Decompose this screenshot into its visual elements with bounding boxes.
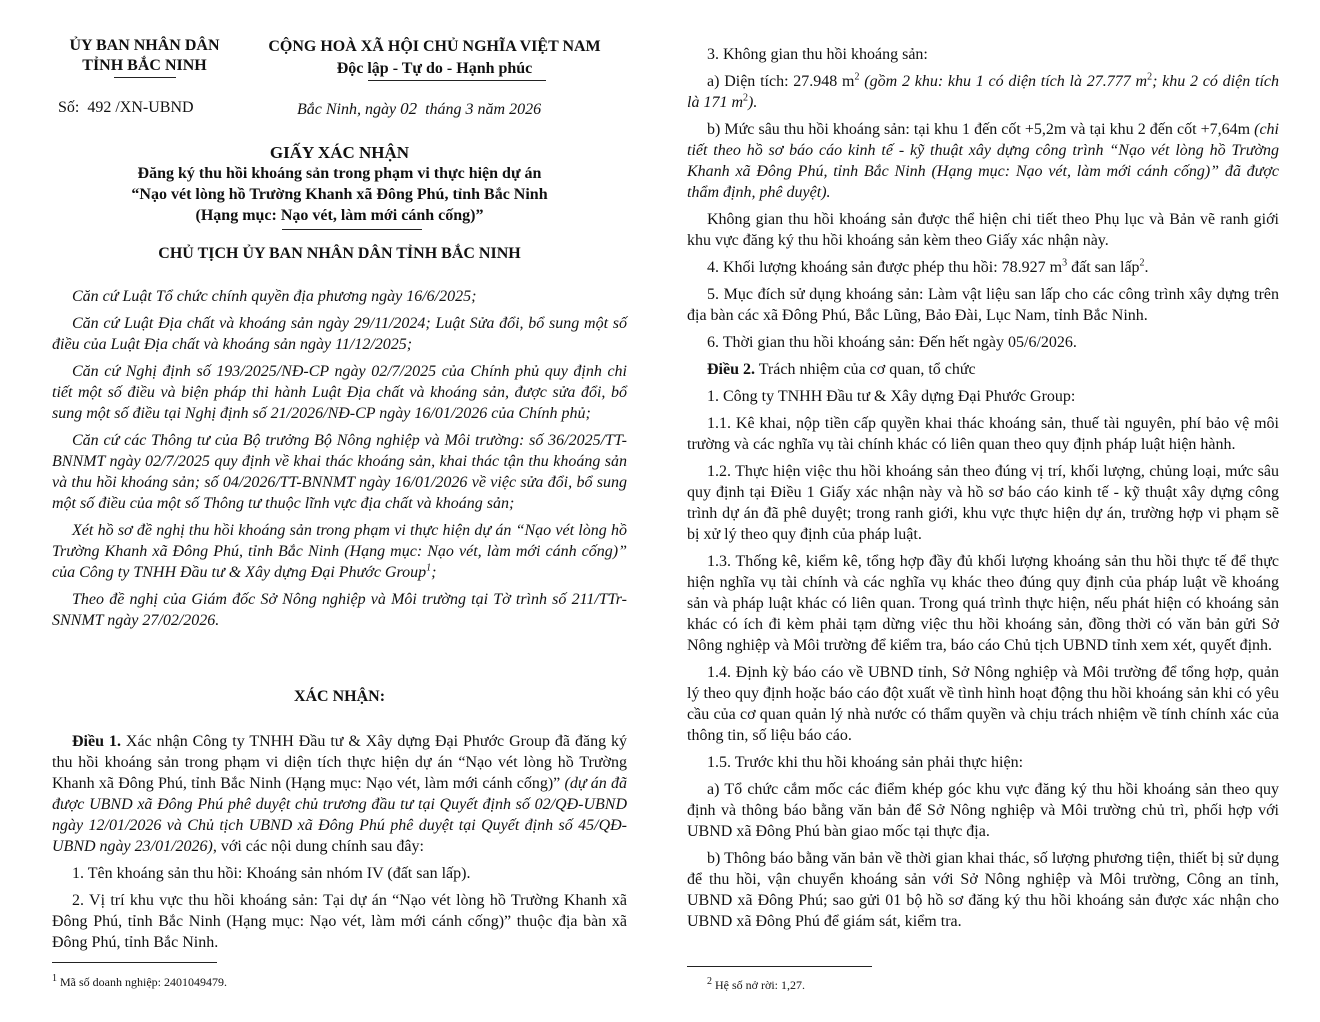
article-2-title: Trách nhiệm của cơ quan, tổ chức bbox=[755, 361, 976, 378]
preamble-p5-end: ; bbox=[431, 564, 437, 581]
date-prefix: Bắc Ninh, ngày bbox=[297, 101, 401, 118]
footnote-2 bbox=[707, 978, 805, 993]
item-3a-text-b: (gồm 2 khu: khu 1 có diện tích là 27.777 m bbox=[859, 73, 1148, 90]
footnote-2-text: Hệ số nở rời: 1,27. bbox=[712, 978, 806, 992]
title-line-2: Đăng ký thu hồi khoáng sản trong phạm vi thực hiện dự án bbox=[137, 165, 542, 182]
article-2-item-1-5-a: a) Tổ chức cắm mốc các điểm khép góc khu vực đăng ký thu hồi khoáng sản theo quy định và thông báo bằng văn bản để Sở Nông nghiệp và Môi trường chủ trì, phối hợp với UBND xã Đông Phú bàn giao mốc tại thực địa. bbox=[687, 781, 1279, 840]
item-3a-text-c: ; khu 2 có diện tích là 171 m bbox=[687, 73, 1279, 111]
article-2-item-1-5: 1.5. Trước khi thu hồi khoáng sản phải thực hiện: bbox=[707, 754, 1024, 771]
article-1-label: Điều 1. bbox=[72, 733, 121, 750]
issuing-agency bbox=[52, 36, 237, 76]
article-2-item-1-5-b: b) Thông báo bằng văn bản về thời gian khai thác, số lượng phương tiện, thiết bị sử dụng để thu hồi, vận chuyển khoáng sản với Sở Nông nghiệp và Môi trường, Công an tỉnh, UBND xã Đông Phú; sao gửi 01 bộ hồ sơ đăng ký thu hồi khoáng sản được xác nhận cho UBND xã Đông Phú để giám sát, kiểm tra. bbox=[687, 850, 1279, 930]
agency-underline bbox=[114, 77, 176, 78]
item-3b-text-b: (chi tiết theo hồ sơ báo cáo kinh tế - kỹ thuật xây dựng công trình “Nạo vét lòng hồ Trường Khanh xã Đông Phú, tỉnh Bắc Ninh (Hạng mục: Nạo vét, làm mới cánh cống)” đã được thẩm định, phê duyệt). bbox=[687, 121, 1279, 201]
article-2-heading bbox=[687, 359, 1279, 380]
sup-m2-1: 2 bbox=[854, 71, 860, 83]
article-1-item-3: 3. Không gian thu hồi khoáng sản: bbox=[707, 46, 928, 63]
item-4-text-c: . bbox=[1144, 259, 1149, 276]
sup-m2-3: 2 bbox=[743, 92, 748, 104]
title-line-4: (Hạng mục: Nạo vét, làm mới cánh cống)” bbox=[195, 207, 484, 224]
footnote-separator-2 bbox=[687, 966, 872, 967]
preamble-p2: Căn cứ Luật Địa chất và khoáng sản ngày 29/11/2024; Luật Sửa đổi, bổ sung một số điều của Luật Địa chất và khoáng sản ngày 11/12/2025; bbox=[52, 315, 627, 353]
article-1-intro bbox=[52, 731, 627, 857]
issuing-authority: CHỦ TỊCH ỦY BAN NHÂN DÂN TỈNH BẮC NINH bbox=[158, 245, 521, 262]
preamble-p4: Căn cứ các Thông tư của Bộ trưởng Bộ Nông nghiệp và Môi trường: số 36/2025/TT-BNNMT ngày 02/7/2025 quy định về khai thác khoáng sản, khai thác tận thu khoáng sản và thu hồi khoáng sản; số 04/2026/TT-BNNMT ngày 16/01/2026 về việc sửa đổi, bổ sung một số điều của một số Thông tư thuộc lĩnh vực địa chất và khoáng sản; bbox=[52, 432, 627, 512]
preamble-p5-text: Xét hồ sơ đề nghị thu hồi khoáng sản trong phạm vi thực hiện dự án “Nạo vét lòng hồ Trường Khanh xã Đông Phú, tỉnh Bắc Ninh (Hạng mục: Nạo vét, làm mới cánh cống)” của Công ty TNHH Đầu tư & Xây dựng Đại Phước Group bbox=[52, 522, 627, 581]
document-title bbox=[52, 142, 627, 226]
item-4-text-a: 4. Khối lượng khoáng sản được phép thu hồi: 78.927 m bbox=[707, 259, 1063, 276]
preamble-p5 bbox=[52, 520, 627, 583]
nation-line-1: CỘNG HOÀ XÃ HỘI CHỦ NGHĨA VIỆT NAM bbox=[268, 38, 601, 55]
item-3a-text-d: ). bbox=[748, 94, 758, 111]
footnote-1-text: Mã số doanh nghiệp: 2401049479. bbox=[57, 975, 227, 989]
title-underline bbox=[282, 229, 422, 230]
footnote-2-number: 2 bbox=[707, 976, 712, 987]
item-4-text-b: đất san lấp bbox=[1067, 259, 1140, 276]
footnote-1-number: 1 bbox=[52, 973, 57, 984]
article-2-item-1: 1. Công ty TNHH Đầu tư & Xây dựng Đại Phước Group: bbox=[707, 388, 1076, 405]
article-1-item-6: 6. Thời gian thu hồi khoáng sản: Đến hết ngày 05/6/2026. bbox=[707, 334, 1077, 351]
footnote-1 bbox=[52, 975, 227, 990]
article-2-item-1-1: 1.1. Kê khai, nộp tiền cấp quyền khai thác khoáng sản, thuế tài nguyên, phí bảo vệ môi trường và các nghĩa vụ tài chính khác có liên quan theo quy định pháp luật hiện hành. bbox=[687, 415, 1279, 453]
item-3b-text-a: b) Mức sâu thu hồi khoáng sản: tại khu 1 đến cốt +5,2m và tại khu 2 đến cốt +7,64m bbox=[707, 121, 1255, 138]
footnote-ref-2[interactable]: 2 bbox=[1139, 257, 1145, 269]
article-1-text-c: , với các nội dung chính sau đây: bbox=[212, 838, 424, 855]
article-1-item-5: 5. Mục đích sử dụng khoáng sản: Làm vật liệu san lấp cho các công trình xây dựng trên địa bàn các xã Đông Phú, Bắc Lũng, Bảo Đài, Lục Nam, tỉnh Bắc Ninh. bbox=[687, 286, 1279, 324]
preamble-p3: Căn cứ Nghị định số 193/2025/NĐ-CP ngày 02/7/2025 của Chính phủ quy định chi tiết một số điều và biện pháp thi hành Luật Địa chất và khoáng sản, được sửa đổi, bổ sung một số điều tại Nghị định số 21/2026/NĐ-CP ngày 16/01/2026 của Chính phủ; bbox=[52, 363, 627, 422]
footnote-ref-1[interactable]: 1 bbox=[426, 562, 432, 574]
document-date bbox=[297, 99, 541, 119]
nation-line-2: Độc lập - Tự do - Hạnh phúc bbox=[336, 60, 533, 77]
article-1-text-a: Xác nhận Công ty TNHH Đầu tư & Xây dựng Đại Phước Group đã đăng ký thu hồi khoáng sản trong phạm vi diện tích thực hiện dự án “Nạo vét lòng hồ Trường Khanh xã Đông Phú, tỉnh Bắc Ninh (Hạng mục: Nạo vét, làm mới cánh cống)” bbox=[52, 733, 628, 792]
date-suffix: tháng 3 năm 2026 bbox=[417, 101, 542, 118]
article-2-item-1-3: 1.3. Thống kê, kiểm kê, tổng hợp đầy đủ khối lượng khoáng sản thu hồi thực tế để thực hiện nghĩa vụ tài chính và các nghĩa vụ khác theo đúng quy định của pháp luật về khoáng sản và pháp luật khác có liên quan. Trong quá trình thực hiện, nếu phát hiện có khoáng sản khác có ích đi kèm phải tạm dừng việc thu hồi khoáng sản, đồng thời có văn bản gửi Sở Nông nghiệp và Môi trường để kiểm tra, báo cáo Chủ tịch UBND tỉnh xem xét, quyết định. bbox=[687, 553, 1279, 654]
sup-m3: 3 bbox=[1062, 257, 1068, 269]
national-motto bbox=[242, 36, 627, 80]
article-1-item-3c: Không gian thu hồi khoáng sản được thể hiện chi tiết theo Phụ lục và Bản vẽ ranh giới khu vực đăng ký thu hồi khoáng sản kèm theo Giấy xác nhận này. bbox=[687, 211, 1279, 249]
article-2-item-1-2: 1.2. Thực hiện việc thu hồi khoáng sản theo đúng vị trí, khối lượng, chủng loại, mức sâu quy định tại Điều 1 Giấy xác nhận này và hồ sơ báo cáo kinh tế - kỹ thuật xây dựng công trình dự án đã phê duyệt; trong ranh giới, khu vực thực hiện dự án, trường hợp vi phạm sẽ bị xử lý theo quy định của pháp luật. bbox=[687, 463, 1279, 543]
agency-line-2: TỈNH BẮC NINH bbox=[82, 57, 207, 74]
preamble-p6: Theo đề nghị của Giám đốc Sở Nông nghiệp và Môi trường tại Tờ trình số 211/TTr-SNNMT ngày 27/02/2026. bbox=[52, 591, 627, 629]
title-main: GIẤY XÁC NHẬN bbox=[269, 143, 410, 162]
article-1-item-3b bbox=[687, 119, 1279, 203]
footnote-separator bbox=[52, 962, 217, 963]
confirm-heading: XÁC NHẬN: bbox=[293, 688, 386, 705]
article-1-item-4 bbox=[687, 257, 1279, 278]
right-page bbox=[687, 0, 1279, 1022]
document-number: Số: 492 /XN-UBND bbox=[58, 99, 194, 116]
article-1-continued bbox=[687, 44, 1279, 932]
preamble bbox=[52, 286, 627, 631]
preamble-p1: Căn cứ Luật Tổ chức chính quyền địa phương ngày 16/6/2025; bbox=[72, 288, 477, 305]
article-1 bbox=[52, 731, 627, 953]
title-line-3: “Nạo vét lòng hồ Trường Khanh xã Đông Phú, tỉnh Bắc Ninh bbox=[131, 186, 548, 203]
article-1-text-b: (dự án đã được UBND xã Đông Phú phê duyệt chủ trương đầu tư tại Quyết định số 02/QĐ-UBND ngày 12/01/2026 và Chủ tịch UBND xã Đông Phú phê duyệt tại Quyết định số 45/QĐ-UBND ngày 23/01/2026) bbox=[52, 775, 628, 855]
article-1-item-3a bbox=[687, 71, 1279, 113]
date-day: 02 bbox=[400, 99, 418, 118]
item-3a-text-a: a) Diện tích: 27.948 m bbox=[707, 73, 855, 90]
article-1-item-2: 2. Vị trí khu vực thu hồi khoáng sản: Tại dự án “Nạo vét lòng hồ Trường Khanh xã Đông Phú, tỉnh Bắc Ninh (Hạng mục: Nạo vét, làm mới cánh cống)” thuộc địa bàn xã Đông Phú, tỉnh Bắc Ninh. bbox=[52, 892, 627, 951]
article-2-label: Điều 2. bbox=[707, 361, 755, 378]
article-1-item-1: 1. Tên khoáng sản thu hồi: Khoáng sản nhóm IV (đất san lấp). bbox=[72, 865, 471, 882]
motto-underline bbox=[368, 80, 546, 81]
agency-line-1: ỦY BAN NHÂN DÂN bbox=[69, 37, 220, 54]
left-page bbox=[52, 0, 627, 1022]
article-2-item-1-4: 1.4. Định kỳ báo cáo về UBND tỉnh, Sở Nông nghiệp và Môi trường để tổng hợp, quản lý theo quy định hoặc báo cáo đột xuất về tình hình hoạt động thu hồi khoáng sản khi có yêu cầu của cơ quan quản lý nhà nước có thẩm quyền và chịu trách nhiệm về tính chính xác của thông tin, số liệu báo cáo. bbox=[687, 664, 1279, 744]
sup-m2-2: 2 bbox=[1147, 71, 1153, 83]
